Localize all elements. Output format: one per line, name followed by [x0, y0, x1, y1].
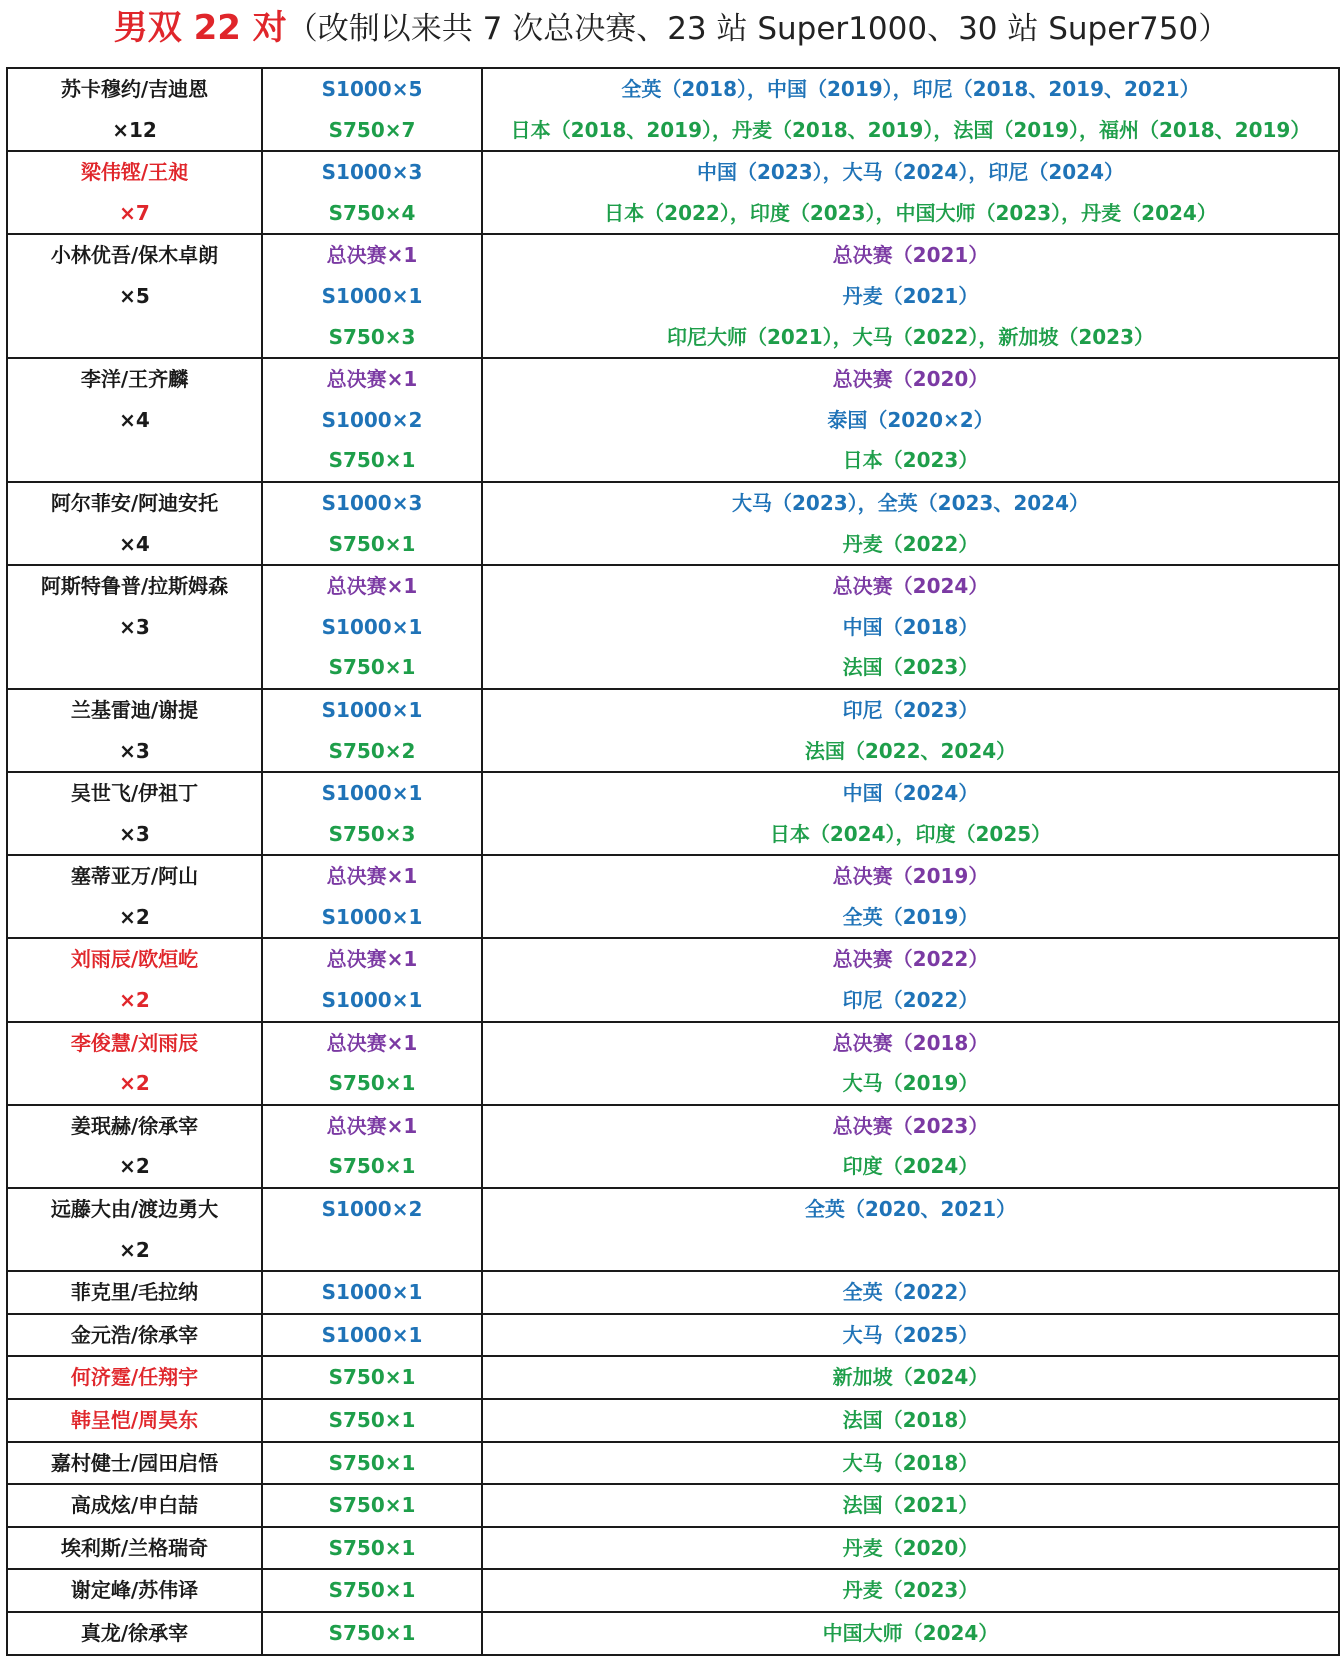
pair-cell — [7, 358, 262, 482]
events-s750: 大马（2019） — [842, 1071, 979, 1096]
pair-title-count: ×2 — [119, 1071, 150, 1096]
events-cell — [482, 1105, 1339, 1188]
level-s750: S750×1 — [328, 1071, 416, 1096]
table-row — [7, 565, 1339, 689]
events-s1000: 大马（2023），全英（2023、2024） — [732, 490, 1089, 515]
events-s1000: 全英（2018），中国（2019），印尼（2018、2019、2021） — [621, 77, 1200, 101]
events-finals: 总决赛（2020） — [832, 367, 989, 392]
table-row — [7, 1188, 1339, 1271]
pair-name: 韩呈恺/周昊东 — [70, 1408, 199, 1432]
level-s1000: S1000×1 — [321, 1322, 423, 1347]
level-cell — [262, 1271, 482, 1314]
events-cell — [482, 1527, 1339, 1570]
table-row — [7, 689, 1339, 772]
table-row — [7, 1484, 1339, 1527]
events-cell — [482, 1022, 1339, 1105]
page-title — [0, 6, 1343, 51]
table-body — [7, 68, 1339, 1655]
level-s1000: S1000×1 — [321, 988, 423, 1013]
events-finals: 总决赛（2021） — [832, 243, 989, 268]
level-cell — [262, 1022, 482, 1105]
level-s1000: S1000×3 — [321, 160, 423, 185]
pair-name: 嘉村健士/园田启悟 — [50, 1450, 219, 1475]
events-s750: 日本（2024），印度（2025） — [769, 821, 1052, 846]
level-s750: S750×1 — [328, 448, 416, 473]
table-row — [7, 1356, 1339, 1399]
events-s750: 印尼大师（2021），大马（2022），新加坡（2023） — [667, 324, 1154, 349]
table-row — [7, 234, 1339, 358]
pair-title-count: ×5 — [119, 283, 150, 308]
events-s1000: 全英（2019） — [842, 904, 979, 929]
events-s750: 丹麦（2023） — [842, 1578, 979, 1603]
level-finals: 总决赛×1 — [326, 243, 418, 268]
events-finals: 总决赛（2024） — [832, 574, 989, 599]
empty-line — [8, 317, 261, 358]
events-s1000: 中国（2023），大马（2024），印尼（2024） — [697, 160, 1124, 185]
pair-name: 姜珉赫/徐承宰 — [70, 1113, 199, 1138]
title-main: 男双 22 对 — [113, 8, 287, 48]
table-row — [7, 1314, 1339, 1357]
table-row — [7, 1569, 1339, 1612]
pair-cell — [7, 938, 262, 1021]
events-s1000: 全英（2020、2021） — [804, 1197, 1017, 1222]
level-s750: S750×1 — [328, 1493, 416, 1518]
pair-name: 远藤大由/渡边勇大 — [50, 1197, 219, 1222]
pair-cell — [7, 1612, 262, 1655]
level-s750: S750×1 — [328, 1535, 416, 1560]
level-finals: 总决赛×1 — [326, 367, 418, 392]
events-s750: 日本（2022），印度（2023），中国大师（2023），丹麦（2024） — [604, 200, 1217, 225]
empty-line — [8, 647, 261, 688]
events-finals: 总决赛（2018） — [832, 1030, 989, 1055]
pair-cell — [7, 1527, 262, 1570]
events-s1000: 大马（2025） — [842, 1322, 979, 1347]
level-s1000: S1000×1 — [321, 283, 423, 308]
table-row — [7, 1527, 1339, 1570]
level-s750: S750×1 — [328, 1365, 416, 1390]
level-s1000: S1000×2 — [321, 1197, 423, 1222]
events-s750: 丹麦（2022） — [842, 531, 979, 556]
level-finals: 总决赛×1 — [326, 1113, 418, 1138]
level-s1000: S1000×2 — [321, 407, 423, 432]
events-cell — [482, 772, 1339, 855]
pair-title-count: ×2 — [119, 904, 150, 929]
pair-name: 李洋/王齐麟 — [80, 367, 189, 392]
level-s750: S750×2 — [328, 738, 416, 763]
level-cell — [262, 68, 482, 151]
level-cell — [262, 772, 482, 855]
events-s1000: 中国（2024） — [842, 781, 979, 806]
empty-line — [8, 440, 261, 481]
mens-doubles-titles-table — [6, 67, 1340, 1656]
level-cell — [262, 482, 482, 565]
level-cell — [262, 855, 482, 938]
pair-name: 高成炫/申白喆 — [70, 1493, 199, 1518]
pair-cell — [7, 151, 262, 234]
level-s750: S750×7 — [328, 117, 416, 142]
events-s1000: 印尼（2023） — [842, 697, 979, 722]
level-cell — [262, 1314, 482, 1357]
table-row — [7, 1022, 1339, 1105]
pair-title-count: ×2 — [119, 988, 150, 1013]
events-s750: 法国（2022、2024） — [804, 738, 1017, 763]
level-finals: 总决赛×1 — [326, 947, 418, 972]
pair-cell — [7, 855, 262, 938]
level-s1000: S1000×3 — [321, 490, 423, 515]
level-s750: S750×4 — [328, 200, 416, 225]
events-cell — [482, 565, 1339, 689]
level-s750: S750×3 — [328, 324, 416, 349]
level-finals: 总决赛×1 — [326, 1030, 418, 1055]
events-s750: 日本（2023） — [842, 448, 979, 473]
table-row — [7, 855, 1339, 938]
pair-name: 何济霆/任翔宇 — [70, 1365, 199, 1390]
events-cell — [482, 1188, 1339, 1271]
pair-cell — [7, 1271, 262, 1314]
pair-name: 李俊慧/刘雨辰 — [70, 1030, 199, 1055]
table-row — [7, 772, 1339, 855]
level-s750: S750×1 — [328, 655, 416, 680]
pair-cell — [7, 1105, 262, 1188]
events-cell — [482, 151, 1339, 234]
level-s1000: S1000×5 — [321, 77, 423, 101]
events-s1000: 全英（2022） — [842, 1280, 979, 1305]
level-cell — [262, 1105, 482, 1188]
level-cell — [262, 1188, 482, 1271]
pair-cell — [7, 234, 262, 358]
events-s750: 丹麦（2020） — [842, 1535, 979, 1560]
level-cell — [262, 151, 482, 234]
pair-cell — [7, 1022, 262, 1105]
table-row — [7, 1271, 1339, 1314]
pair-name: 梁伟铿/王昶 — [80, 160, 189, 185]
level-s1000: S1000×1 — [321, 1280, 423, 1305]
pair-title-count: ×4 — [119, 407, 150, 432]
pair-cell — [7, 68, 262, 151]
pair-cell — [7, 482, 262, 565]
level-s1000: S1000×1 — [321, 697, 423, 722]
pair-cell — [7, 1314, 262, 1357]
events-s750: 法国（2018） — [842, 1408, 979, 1432]
table-row — [7, 482, 1339, 565]
pair-name: 吴世飞/伊祖丁 — [70, 781, 199, 806]
pair-cell — [7, 1399, 262, 1442]
pair-cell — [7, 1442, 262, 1485]
events-cell — [482, 1442, 1339, 1485]
level-s750: S750×1 — [328, 1620, 416, 1645]
pair-cell — [7, 772, 262, 855]
level-s1000: S1000×1 — [321, 781, 423, 806]
pair-name: 菲克里/毛拉纳 — [70, 1280, 199, 1305]
level-s750: S750×1 — [328, 1408, 416, 1432]
events-s750: 中国大师（2024） — [822, 1620, 999, 1645]
pair-name: 真龙/徐承宰 — [80, 1620, 189, 1645]
events-cell — [482, 1399, 1339, 1442]
events-cell — [482, 1612, 1339, 1655]
level-s1000: S1000×1 — [321, 904, 423, 929]
events-cell — [482, 938, 1339, 1021]
events-finals: 总决赛（2023） — [832, 1113, 989, 1138]
table-row — [7, 1442, 1339, 1485]
pair-title-count: ×2 — [119, 1237, 150, 1262]
events-cell — [482, 855, 1339, 938]
pair-name: 小林优吾/保木卓朗 — [50, 243, 219, 268]
pair-name: 阿尔菲安/阿迪安托 — [50, 490, 219, 515]
events-s750: 印度（2024） — [842, 1154, 979, 1179]
pair-title-count: ×2 — [119, 1154, 150, 1179]
pair-name: 谢定峰/苏伟译 — [70, 1578, 199, 1603]
events-cell — [482, 1271, 1339, 1314]
events-cell — [482, 68, 1339, 151]
empty-line — [263, 1230, 481, 1271]
events-s750: 法国（2021） — [842, 1493, 979, 1518]
table-row — [7, 1105, 1339, 1188]
level-cell — [262, 1527, 482, 1570]
level-cell — [262, 565, 482, 689]
level-cell — [262, 1612, 482, 1655]
events-s750: 日本（2018、2019），丹麦（2018、2019），法国（2019），福州（2018、2019） — [510, 117, 1311, 142]
events-s750: 大马（2018） — [842, 1450, 979, 1475]
events-cell — [482, 482, 1339, 565]
level-cell — [262, 689, 482, 772]
level-cell — [262, 1399, 482, 1442]
level-finals: 总决赛×1 — [326, 574, 418, 599]
events-s1000: 丹麦（2021） — [842, 283, 979, 308]
level-cell — [262, 234, 482, 358]
table-row — [7, 151, 1339, 234]
events-s750: 新加坡（2024） — [832, 1365, 989, 1390]
pair-cell — [7, 1356, 262, 1399]
table-row — [7, 358, 1339, 482]
table-row — [7, 1399, 1339, 1442]
events-s1000: 中国（2018） — [842, 614, 979, 639]
pair-name: 苏卡穆约/吉迪恩 — [60, 77, 209, 101]
level-s1000: S1000×1 — [321, 614, 423, 639]
pair-name: 阿斯特鲁普/拉斯姆森 — [40, 574, 229, 599]
events-cell — [482, 689, 1339, 772]
empty-line — [483, 1230, 1338, 1271]
pair-name: 金元浩/徐承宰 — [70, 1322, 199, 1347]
events-finals: 总决赛（2019） — [832, 864, 989, 889]
pair-title-count: ×4 — [119, 531, 150, 556]
events-cell — [482, 1314, 1339, 1357]
pair-cell — [7, 1484, 262, 1527]
events-cell — [482, 1356, 1339, 1399]
level-cell — [262, 1484, 482, 1527]
events-cell — [482, 1484, 1339, 1527]
level-cell — [262, 1442, 482, 1485]
level-s750: S750×1 — [328, 531, 416, 556]
pair-title-count: ×3 — [119, 738, 150, 763]
pair-cell — [7, 565, 262, 689]
pair-cell — [7, 689, 262, 772]
level-s750: S750×1 — [328, 1578, 416, 1603]
events-cell — [482, 358, 1339, 482]
title-subtitle: （改制以来共 7 次总决赛、23 站 Super1000、30 站 Super750） — [286, 11, 1230, 47]
level-s750: S750×3 — [328, 821, 416, 846]
events-cell — [482, 234, 1339, 358]
level-cell — [262, 1356, 482, 1399]
table-row — [7, 938, 1339, 1021]
table-row — [7, 68, 1339, 151]
events-finals: 总决赛（2022） — [832, 947, 989, 972]
events-s1000: 泰国（2020×2） — [827, 407, 994, 432]
pair-cell — [7, 1569, 262, 1612]
pair-name: 埃利斯/兰格瑞奇 — [60, 1535, 209, 1560]
events-cell — [482, 1569, 1339, 1612]
pair-title-count: ×3 — [119, 821, 150, 846]
pair-name: 塞蒂亚万/阿山 — [70, 864, 199, 889]
level-cell — [262, 1569, 482, 1612]
level-s750: S750×1 — [328, 1154, 416, 1179]
pair-cell — [7, 1188, 262, 1271]
pair-title-count: ×7 — [119, 200, 150, 225]
level-finals: 总决赛×1 — [326, 864, 418, 889]
events-s750: 法国（2023） — [842, 655, 979, 680]
level-cell — [262, 358, 482, 482]
table-row — [7, 1612, 1339, 1655]
events-s1000: 印尼（2022） — [842, 988, 979, 1013]
level-s750: S750×1 — [328, 1450, 416, 1475]
pair-name: 兰基雷迪/谢提 — [70, 697, 199, 722]
pair-title-count: ×12 — [112, 117, 157, 142]
pair-title-count: ×3 — [119, 614, 150, 639]
level-cell — [262, 938, 482, 1021]
pair-name: 刘雨辰/欧烜屹 — [70, 947, 199, 972]
